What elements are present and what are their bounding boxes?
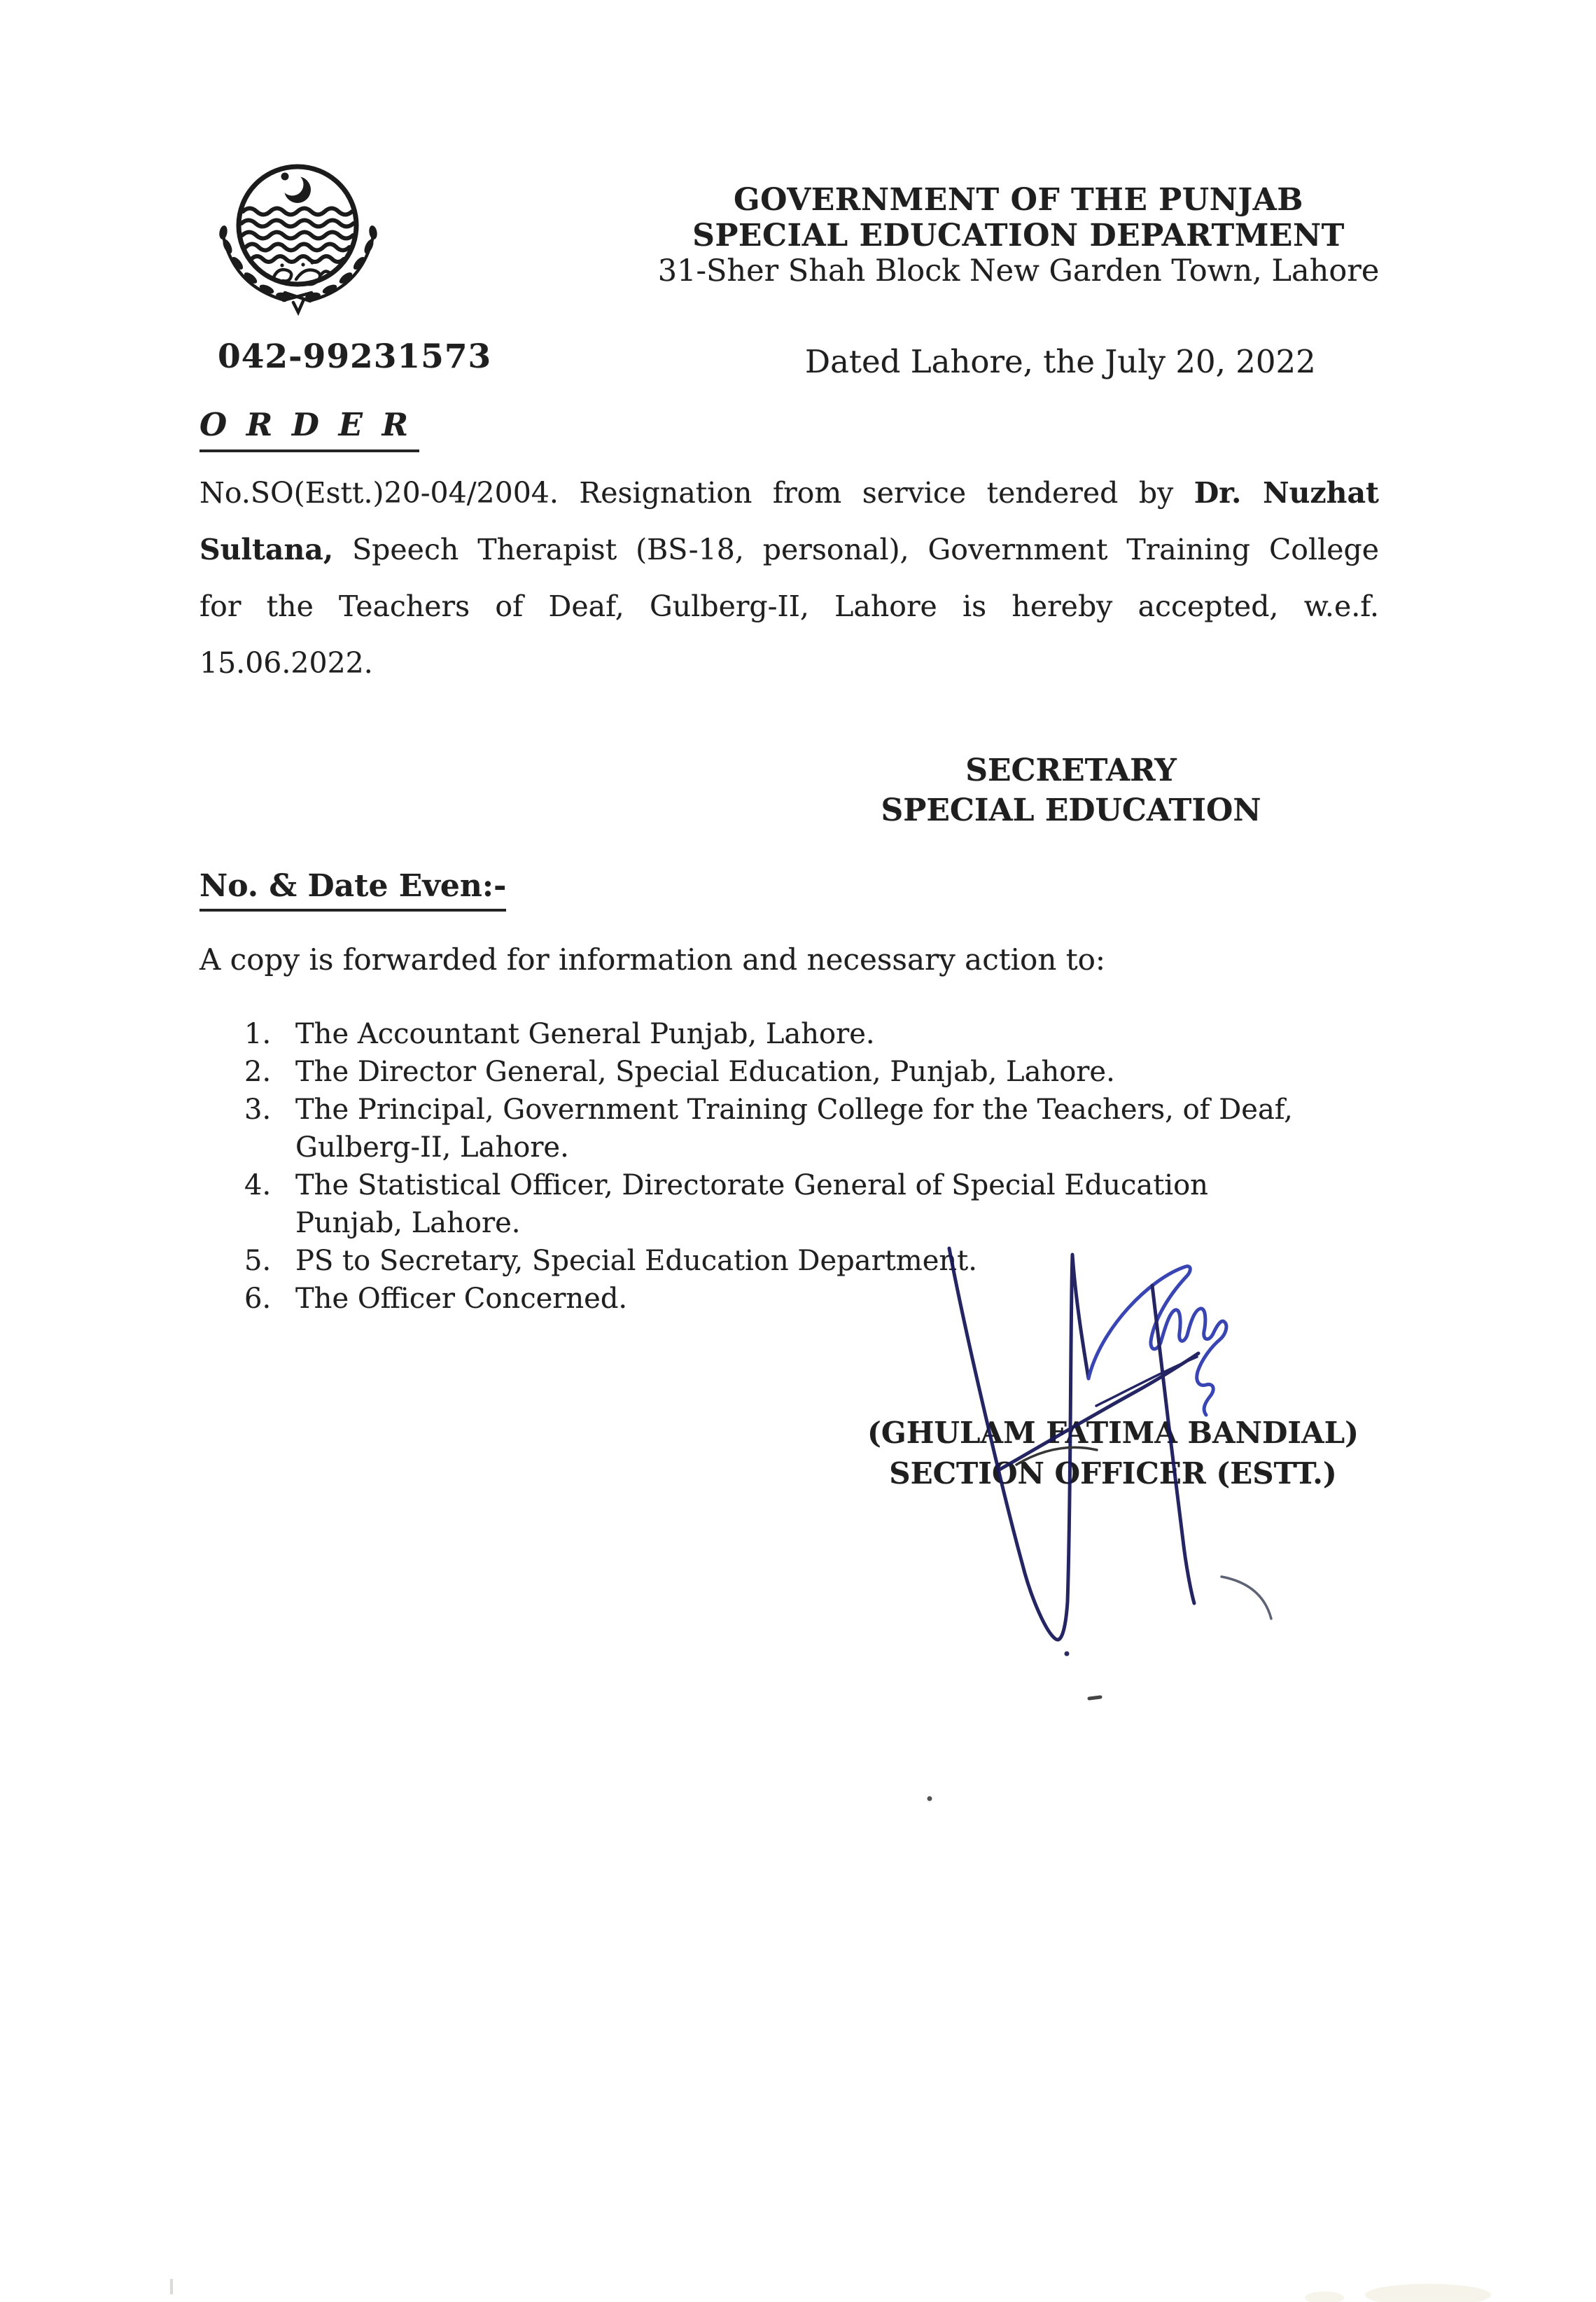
list-item-text: The Statistical Officer, Directorate General of Special Education <box>295 1169 1208 1201</box>
signature-block <box>805 1413 1421 1494</box>
list-item-text: Punjab, Lahore. <box>295 1207 521 1239</box>
list-item <box>244 1091 1392 1166</box>
org-name-line1: GOVERNMENT OF THE PUNJAB <box>734 182 1303 218</box>
list-item-text: The Officer Concerned. <box>295 1283 628 1315</box>
list-item-text: PS to Secretary, Special Education Department. <box>295 1245 977 1277</box>
scan-artifact <box>927 1797 932 1801</box>
list-item <box>244 1053 1392 1091</box>
signatory-name: (GHULAM FATIMA BANDIAL) <box>867 1416 1359 1450</box>
distribution-list <box>244 1015 1392 1318</box>
list-item-text: Gulberg-II, Lahore. <box>295 1131 569 1164</box>
list-item-number: 3. <box>244 1094 272 1126</box>
order-body <box>200 465 1379 692</box>
signatory-post: SECTION OFFICER (ESTT.) <box>889 1456 1337 1491</box>
list-item-number: 5. <box>244 1245 272 1277</box>
distribution-heading: No. & Date Even:- <box>200 868 506 912</box>
order-body-line-3: for the Teachers of Deaf, Gulberg-II, Lahore is hereby accepted, w.e.f. <box>200 590 1379 623</box>
list-item-text: The Accountant General Punjab, Lahore. <box>295 1018 875 1050</box>
punjab-crest-logo <box>200 155 397 320</box>
org-name-line2: SPECIAL EDUCATION DEPARTMENT <box>692 218 1345 253</box>
signatory-designation <box>791 751 1351 830</box>
phone-number: 042-99231573 <box>218 337 492 376</box>
list-item <box>244 1280 1392 1318</box>
list-item <box>244 1242 1392 1280</box>
list-item <box>244 1166 1392 1242</box>
letterhead <box>581 182 1456 288</box>
order-body-line-4: 15.06.2022. <box>200 646 373 680</box>
scan-artifact <box>1089 1697 1100 1698</box>
signatory-title: SECRETARY <box>965 753 1177 788</box>
list-item-number: 2. <box>244 1056 272 1088</box>
scan-artifact <box>1305 2291 1344 2302</box>
list-item-number: 1. <box>244 1018 272 1050</box>
order-heading: O R D E R <box>200 406 419 452</box>
distribution-intro: A copy is forwarded for information and necessary action to: <box>200 942 1106 977</box>
list-item-text: The Director General, Special Education, Punjab, Lahore. <box>295 1056 1115 1088</box>
order-body-line-1: No.SO(Estt.)20-04/2004. Resignation from service tendered by Dr. Nuzhat <box>200 476 1379 510</box>
list-item-number: 4. <box>244 1169 272 1201</box>
date-line: Dated Lahore, the July 20, 2022 <box>805 343 1316 380</box>
list-item-text: The Principal, Government Training College for the Teachers, of Deaf, <box>295 1094 1293 1126</box>
signatory-department: SPECIAL EDUCATION <box>881 793 1261 828</box>
scan-artifact <box>170 2279 173 2294</box>
org-address: 31-Sher Shah Block New Garden Town, Lahore <box>657 253 1380 288</box>
list-item-number: 6. <box>244 1283 272 1315</box>
order-body-line-2: Sultana, Speech Therapist (BS-18, personal), Government Training College <box>200 533 1379 566</box>
scan-artifact <box>1065 1652 1070 1656</box>
scan-artifact <box>1365 2284 1491 2302</box>
list-item <box>244 1015 1392 1053</box>
